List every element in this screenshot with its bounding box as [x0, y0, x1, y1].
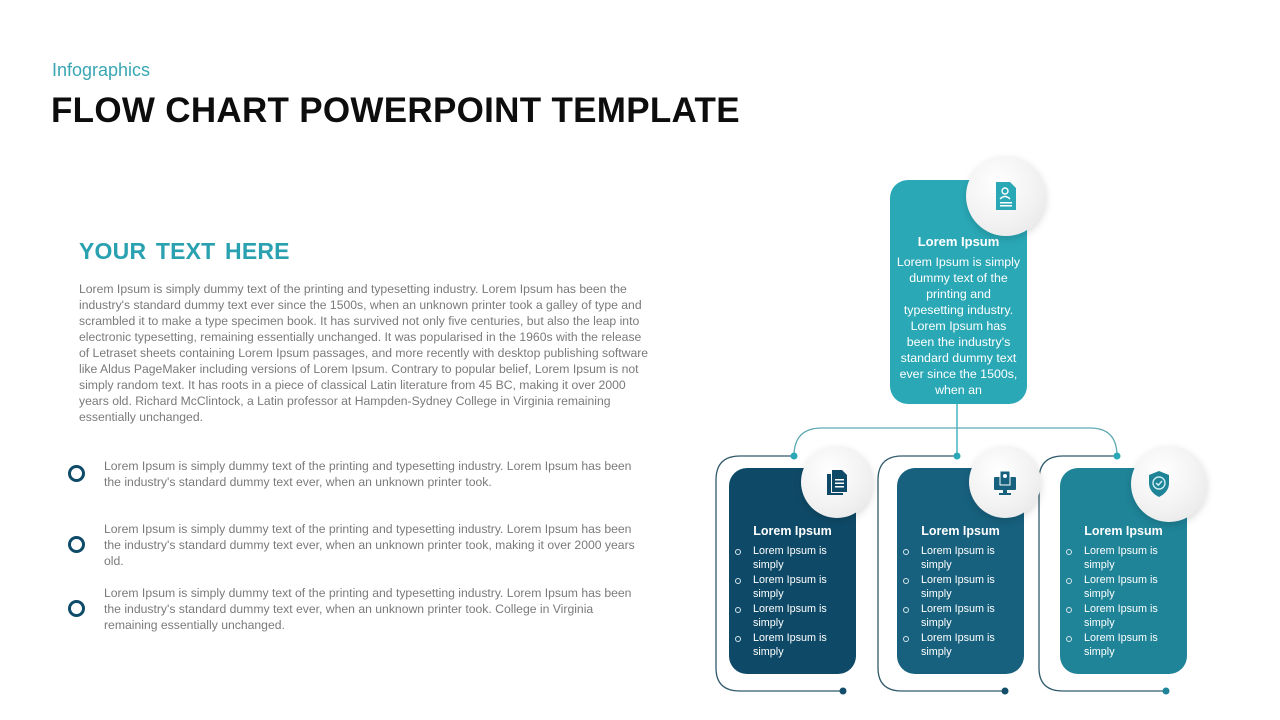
list-item: Lorem Ipsum is simply: [1066, 632, 1181, 659]
card-list: [735, 545, 850, 661]
icon-badge: [966, 156, 1046, 236]
bullet-text: Lorem Ipsum is simply dummy text of the printing and typesetting industry. Lorem Ipsum has been the industry's standard dummy text ever, when an unknown printer took, making it over 2000 years old.: [104, 522, 635, 568]
copy-documents-icon: [825, 469, 849, 495]
list-item: Lorem Ipsum is simply: [903, 574, 1018, 601]
computer-monitor-icon: [992, 469, 1018, 495]
card-title: Lorem Ipsum: [921, 524, 1000, 538]
card-body: Lorem Ipsum is simply dummy text of the printing and typesetting industry. Lorem Ipsum has been the industry's standard dummy text ever since the 1500s, when an: [896, 255, 1021, 397]
card-list: [1066, 545, 1181, 661]
list-item: Lorem Ipsum is simply: [903, 632, 1018, 659]
list-item: Lorem Ipsum is simply: [735, 603, 850, 630]
icon-badge: [1131, 446, 1207, 522]
list-item: Lorem Ipsum is simply: [1066, 574, 1181, 601]
list-item: Lorem Ipsum is simply: [735, 545, 850, 572]
body-paragraph: Lorem Ipsum is simply dummy text of the printing and typesetting industry. Lorem Ipsum has been the industry's standard dummy text ever since the 1500s, when an unknown printer took a galley of type and scrambled it to make a type specimen book. It has survived not only five centuries, but also the leap into electronic typesetting, remaining essentially unchanged. It was popularised in the 1960s with the release of Letraset sheets containing Lorem Ipsum passages, and more recently with desktop publishing software like Aldus PageMaker including versions of Lorem Ipsum. Contrary to popular belief, Lorem Ipsum is not simply random text. It has roots in a piece of classical Latin literature from 45 BC, making it over 2000 years old. Richard McClintock, a Latin professor at Hampden-Sydney College in Virginia remaining essentially unchanged.: [79, 282, 649, 424]
bullet-text: Lorem Ipsum is simply dummy text of the printing and typesetting industry. Lorem Ipsum has been the industry's standard dummy text ever, when an unknown printer took. College in Virginia remaining essentially unchanged.: [104, 586, 632, 632]
list-item: Lorem Ipsum is simply: [1066, 603, 1181, 630]
card-list: [903, 545, 1018, 661]
shield-check-icon: [1147, 470, 1171, 498]
list-item: Lorem Ipsum is simply: [735, 632, 850, 659]
icon-badge: [969, 446, 1041, 518]
bullet-text: Lorem Ipsum is simply dummy text of the printing and typesetting industry. Lorem Ipsum has been the industry's standard dummy text ever, when an unknown printer took.: [104, 459, 632, 489]
card-title: Lorem Ipsum: [1084, 524, 1163, 538]
card-title: Lorem Ipsum: [917, 234, 1000, 249]
list-item: Lorem Ipsum is simply: [903, 603, 1018, 630]
icon-badge: [801, 446, 873, 518]
list-item: Lorem Ipsum is simply: [735, 574, 850, 601]
resume-document-icon: [994, 181, 1018, 211]
list-item: Lorem Ipsum is simply: [1066, 545, 1181, 572]
section-heading: YOUR TEXT HERE: [79, 238, 290, 264]
page-title: FLOW CHART POWERPOINT TEMPLATE: [51, 91, 740, 130]
list-item: Lorem Ipsum is simply: [903, 545, 1018, 572]
subtitle: Infographics: [52, 60, 151, 80]
card-title: Lorem Ipsum: [753, 524, 832, 538]
